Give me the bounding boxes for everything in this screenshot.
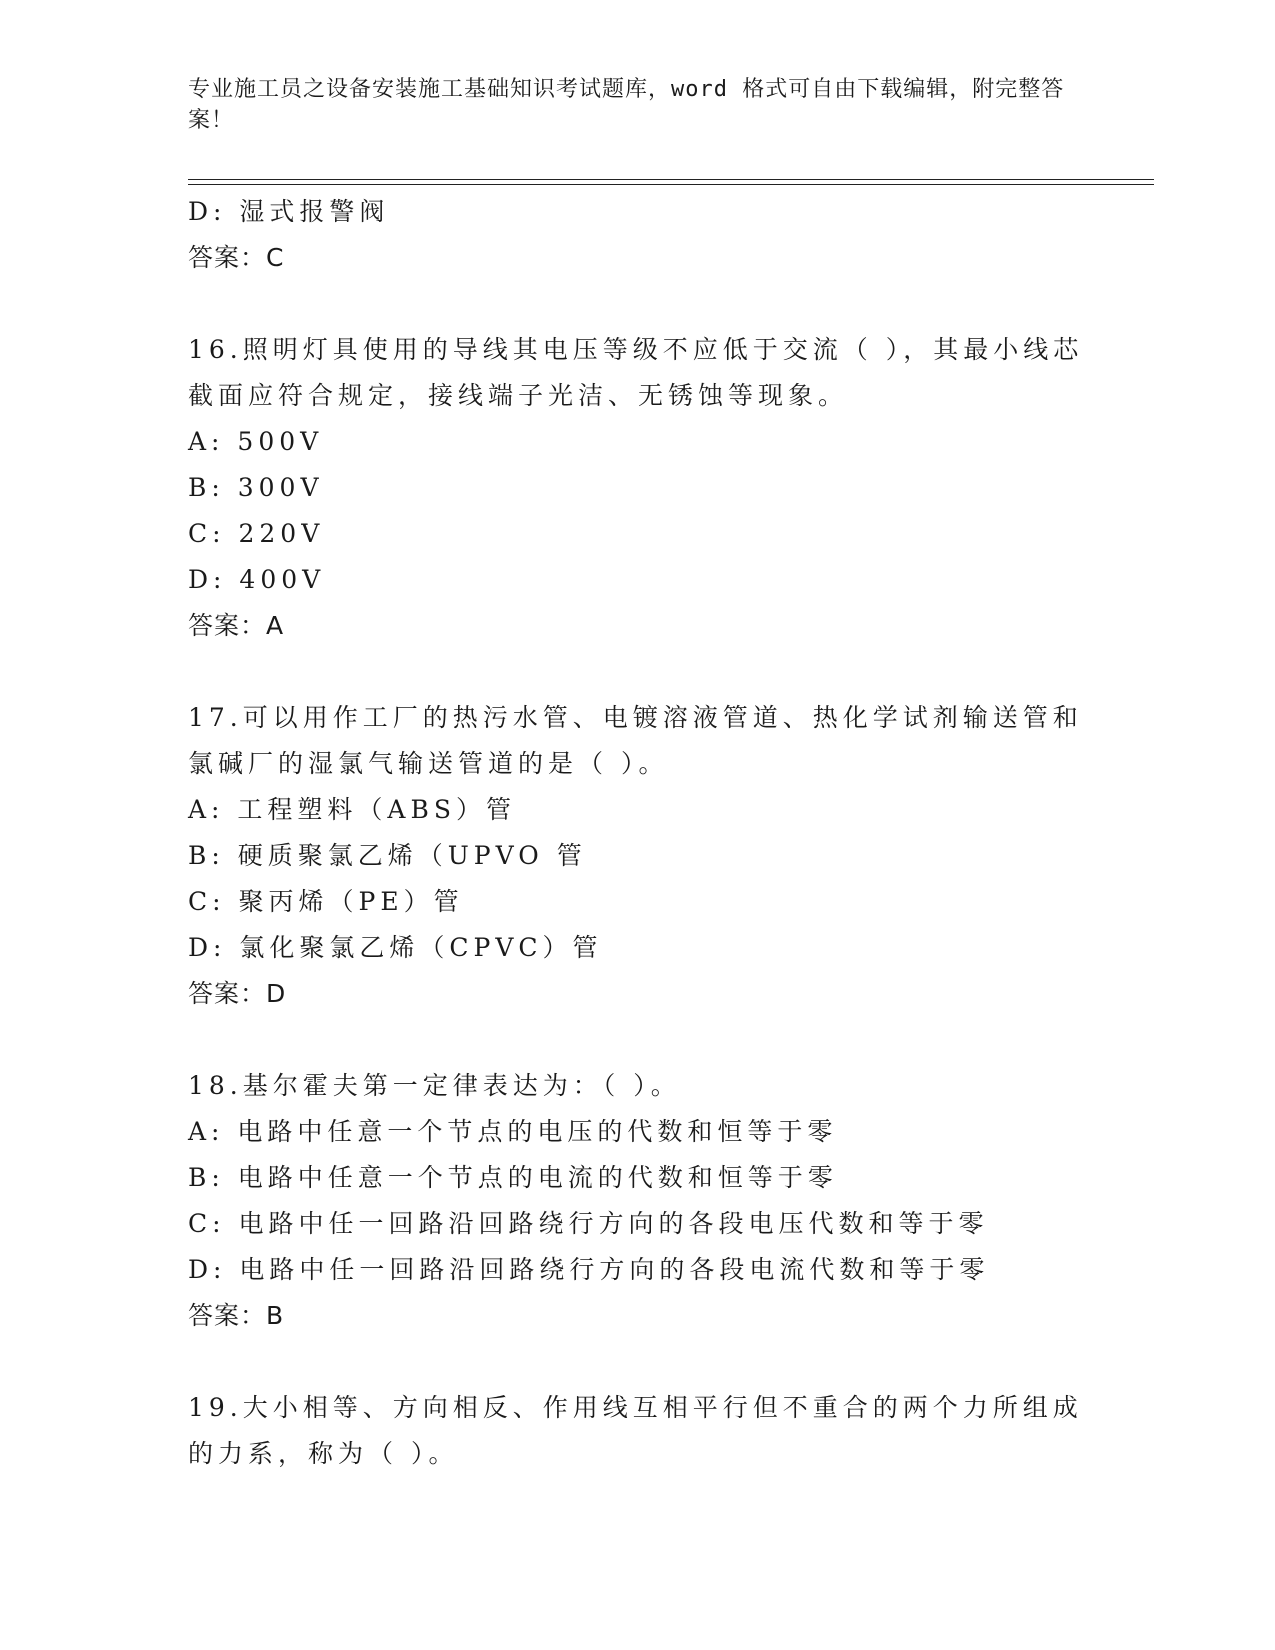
question-text: 17.可以用作工厂的热污水管、电镀溶液管道、热化学试剂输送管和氯碱厂的湿氯气输送管道的是（ ）。 <box>188 703 1083 778</box>
question-text: 16.照明灯具使用的导线其电压等级不应低于交流（ ），其最小线芯截面应符合规定，接线端子光洁、无锈蚀等现象。 <box>188 335 1084 410</box>
header-divider-top <box>188 179 1154 180</box>
question-17 <box>188 695 1088 1017</box>
option-b: B: 电路中任意一个节点的电流的代数和恒等于零 <box>188 1163 838 1192</box>
question-16 <box>188 327 1088 649</box>
option-d: D: 氯化聚氯乙烯（CPVC）管 <box>188 933 603 962</box>
answer-line: 答案：C <box>188 243 285 272</box>
option-c: C: 电路中任一回路沿回路绕行方向的各段电压代数和等于零 <box>188 1209 989 1238</box>
option-d: D: 电路中任一回路沿回路绕行方向的各段电流代数和等于零 <box>188 1255 990 1284</box>
option-d: D: 湿式报警阀 <box>188 197 390 226</box>
option-c: C: 聚丙烯（PE）管 <box>188 887 464 916</box>
option-d: D: 400V <box>188 565 326 594</box>
question-18 <box>188 1063 1088 1339</box>
option-a: A: 电路中任意一个节点的电压的代数和恒等于零 <box>188 1117 838 1146</box>
question-list <box>188 189 1088 1477</box>
question-19 <box>188 1385 1088 1477</box>
option-a: A: 工程塑料（ABS）管 <box>188 795 516 824</box>
page-header: 专业施工员之设备安装施工基础知识考试题库，word 格式可自由下载编辑，附完整答案！ <box>188 77 1065 133</box>
answer-line: 答案：B <box>188 1301 285 1330</box>
question-text: 19.大小相等、方向相反、作用线互相平行但不重合的两个力所组成的力系，称为（ ）。 <box>188 1393 1083 1468</box>
question-text: 18.基尔霍夫第一定律表达为：（ ）。 <box>188 1071 681 1100</box>
answer-line: 答案：D <box>188 979 287 1008</box>
option-a: A: 500V <box>188 427 324 456</box>
header-divider-bottom <box>188 184 1154 185</box>
option-b: B: 硬质聚氯乙烯（UPVO 管 <box>188 841 587 870</box>
option-b: B: 300V <box>188 473 324 502</box>
answer-line: 答案：A <box>188 611 285 640</box>
option-c: C: 220V <box>188 519 325 548</box>
